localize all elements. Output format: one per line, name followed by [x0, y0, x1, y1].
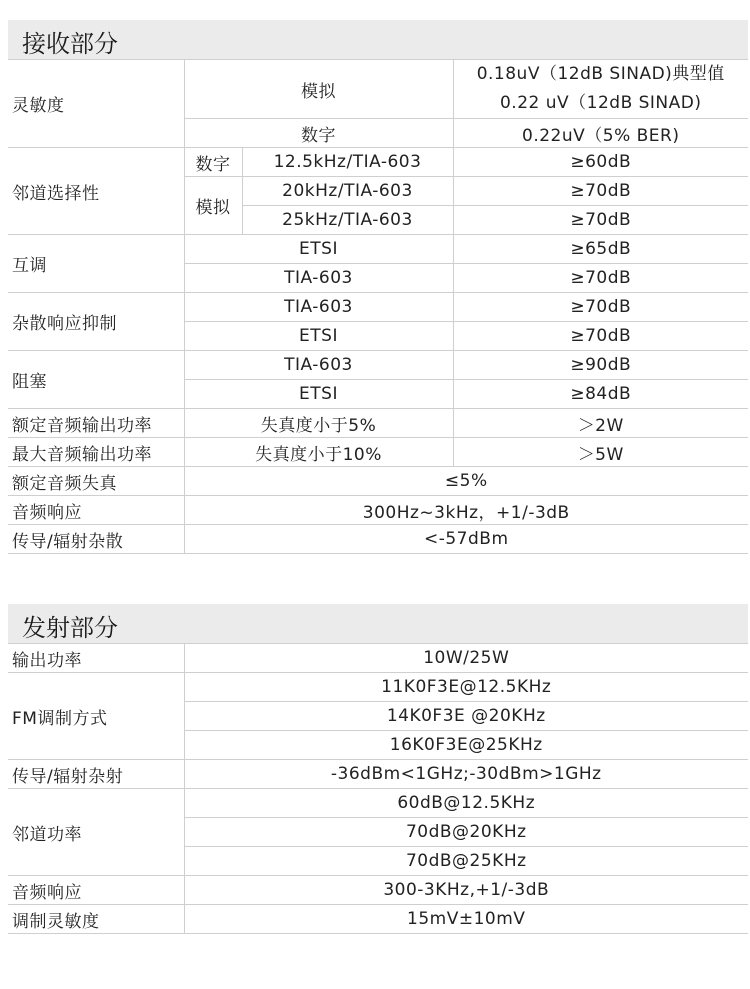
adjacent-digital-label: 数字	[184, 148, 242, 177]
intermod-value: ≥70dB	[453, 264, 748, 293]
fm-mode-label: FM调制方式	[8, 673, 184, 760]
output-power-value: 10W/25W	[184, 644, 748, 673]
blocking-row	[8, 351, 748, 380]
sensitivity-digital-value: 0.22uV（5% BER)	[453, 119, 748, 148]
adjacent-label: 邻道选择性	[8, 148, 184, 235]
sensitivity-label: 灵敏度	[8, 60, 184, 148]
adjacent-cond: 25kHz/TIA-603	[242, 206, 453, 235]
adjacent-row	[8, 148, 748, 177]
mod-sensitivity-row	[8, 905, 748, 934]
max-power-cond: 失真度小于10%	[184, 438, 453, 467]
sensitivity-analog-row	[8, 60, 748, 119]
rated-power-cond: 失真度小于5%	[184, 409, 453, 438]
conducted-label: 传导/辐射杂散	[8, 525, 184, 554]
blocking-value: ≥84dB	[453, 380, 748, 409]
conducted-value: <-57dBm	[184, 525, 748, 554]
sensitivity-analog-value-1: 0.18uV（12dB SINAD)典型值	[476, 64, 725, 84]
adjacent-cond: 12.5kHz/TIA-603	[242, 148, 453, 177]
spurious-label: 杂散响应抑制	[8, 293, 184, 351]
fm-mode-value: 16K0F3E@25KHz	[184, 731, 748, 760]
adjacent-power-label: 邻道功率	[8, 789, 184, 876]
tx-audio-response-value: 300-3KHz,+1/-3dB	[184, 876, 748, 905]
transmit-spec-table	[8, 643, 748, 934]
receive-section-header	[8, 20, 748, 59]
conducted-row	[8, 525, 748, 554]
max-power-row	[8, 438, 748, 467]
tx-audio-response-label: 音频响应	[8, 876, 184, 905]
tx-conducted-value: -36dBm<1GHz;-30dBm>1GHz	[184, 760, 748, 789]
adjacent-analog-label: 模拟	[184, 177, 242, 235]
sensitivity-digital-label: 数字	[184, 119, 453, 148]
mod-sensitivity-value: 15mV±10mV	[184, 905, 748, 934]
rated-distortion-label: 额定音频失真	[8, 467, 184, 496]
intermod-cond: TIA-603	[184, 264, 453, 293]
output-power-label: 输出功率	[8, 644, 184, 673]
blocking-cond: ETSI	[184, 380, 453, 409]
audio-response-value: 300Hz~3kHz，+1/-3dB	[184, 496, 748, 525]
fm-mode-row	[8, 673, 748, 702]
adjacent-cond: 20kHz/TIA-603	[242, 177, 453, 206]
audio-response-row	[8, 496, 748, 525]
fm-mode-value: 14K0F3E @20KHz	[184, 702, 748, 731]
receive-spec-table	[8, 59, 748, 554]
mod-sensitivity-label: 调制灵敏度	[8, 905, 184, 934]
intermod-value: ≥65dB	[453, 235, 748, 264]
blocking-value: ≥90dB	[453, 351, 748, 380]
rated-power-label: 额定音频输出功率	[8, 409, 184, 438]
tx-conducted-label: 传导/辐射杂射	[8, 760, 184, 789]
spurious-cond: TIA-603	[184, 293, 453, 322]
max-power-value: ＞5W	[453, 438, 748, 467]
adjacent-value: ≥70dB	[453, 206, 748, 235]
intermod-row	[8, 235, 748, 264]
rated-power-row	[8, 409, 748, 438]
transmit-section-header	[8, 604, 748, 643]
spurious-row	[8, 293, 748, 322]
spurious-cond: ETSI	[184, 322, 453, 351]
sensitivity-analog-label: 模拟	[184, 60, 453, 119]
adjacent-power-value: 70dB@25KHz	[184, 847, 748, 876]
spurious-value: ≥70dB	[453, 322, 748, 351]
adjacent-power-row	[8, 789, 748, 818]
adjacent-power-value: 60dB@12.5KHz	[184, 789, 748, 818]
transmit-section-title: 发射部分	[22, 614, 118, 642]
sensitivity-analog-value-2: 0.22 uV（12dB SINAD)	[499, 93, 702, 113]
output-power-row	[8, 644, 748, 673]
adjacent-power-value: 70dB@20KHz	[184, 818, 748, 847]
intermod-label: 互调	[8, 235, 184, 293]
adjacent-value: ≥60dB	[453, 148, 748, 177]
tx-conducted-row	[8, 760, 748, 789]
rated-distortion-row	[8, 467, 748, 496]
blocking-label: 阻塞	[8, 351, 184, 409]
receive-section-title: 接收部分	[22, 30, 118, 58]
max-power-label: 最大音频输出功率	[8, 438, 184, 467]
fm-mode-value: 11K0F3E@12.5KHz	[184, 673, 748, 702]
intermod-cond: ETSI	[184, 235, 453, 264]
tx-audio-response-row	[8, 876, 748, 905]
spurious-value: ≥70dB	[453, 293, 748, 322]
blocking-cond: TIA-603	[184, 351, 453, 380]
rated-power-value: ＞2W	[453, 409, 748, 438]
rated-distortion-value: ≤5%	[184, 467, 748, 496]
adjacent-value: ≥70dB	[453, 177, 748, 206]
sensitivity-analog-values	[453, 60, 748, 119]
audio-response-label: 音频响应	[8, 496, 184, 525]
